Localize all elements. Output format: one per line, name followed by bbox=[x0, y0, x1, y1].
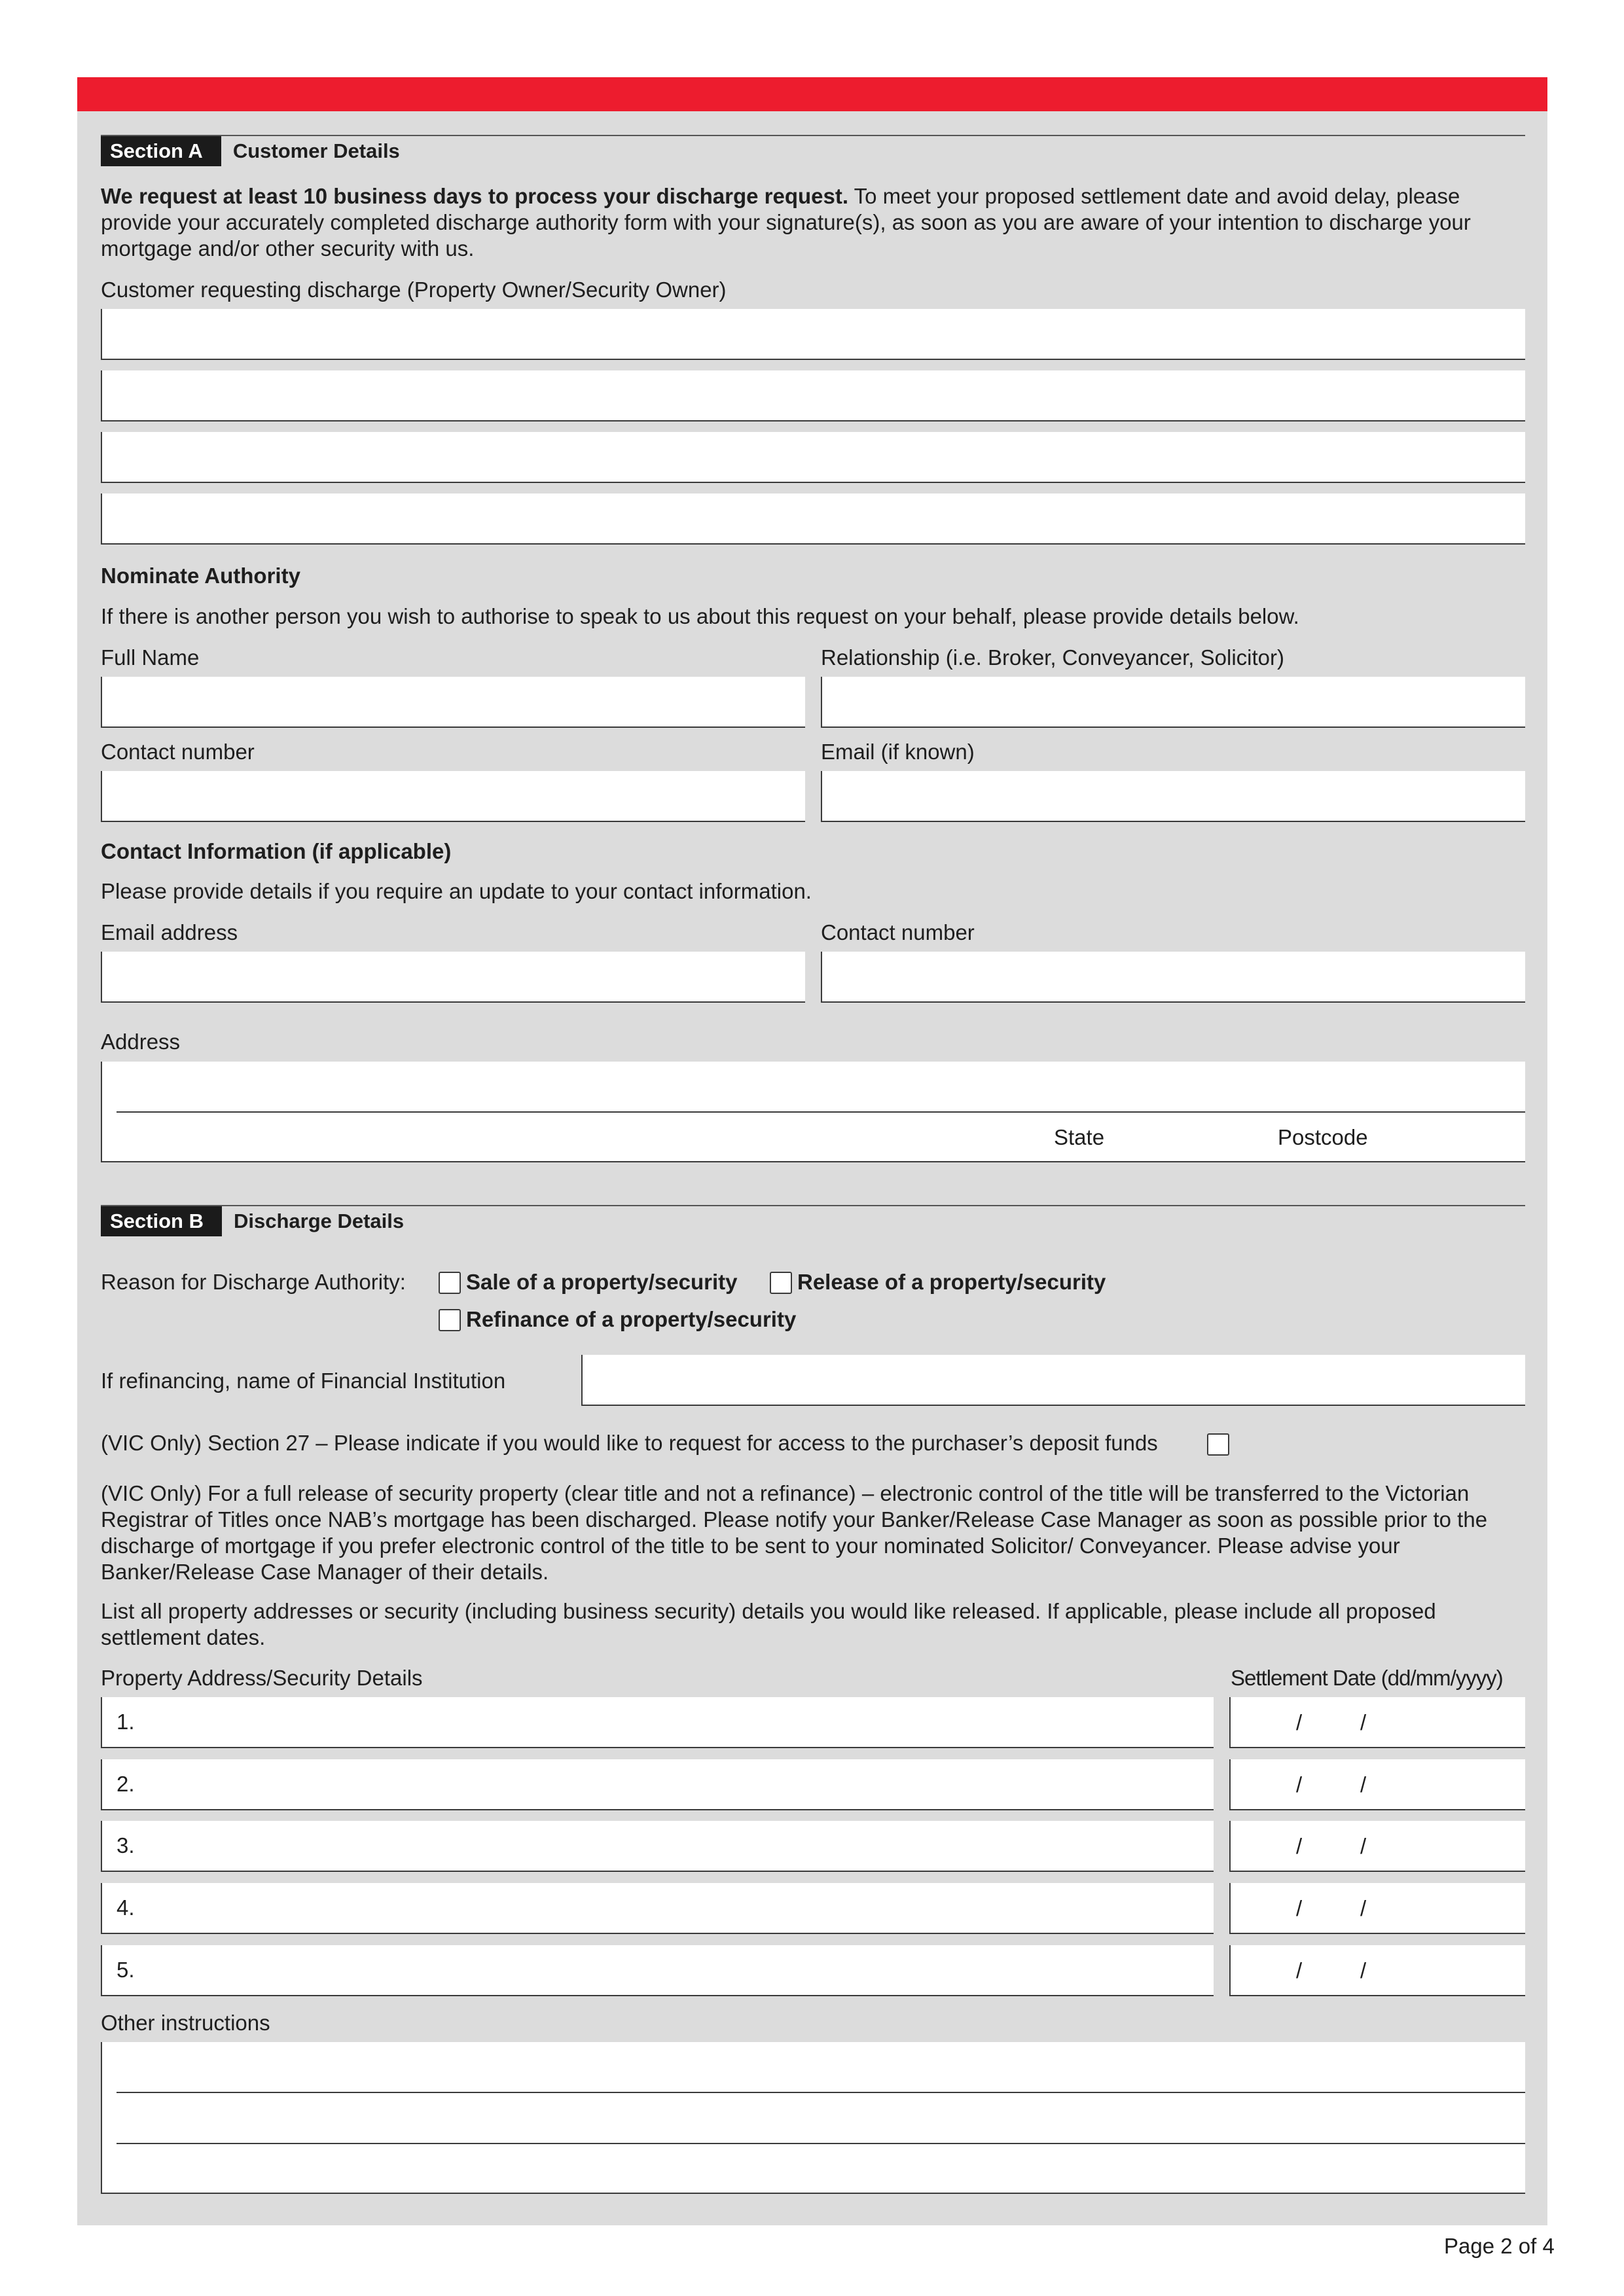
intro-bold: We request at least 10 business days to process your discharge request. bbox=[101, 184, 848, 208]
contact-number-field[interactable] bbox=[821, 952, 1525, 1003]
other-instructions-label: Other instructions bbox=[101, 2011, 270, 2035]
list-instruction-text: List all property addresses or security (including business security) details you would like released. If applicable, please include all proposed settlement dates. bbox=[101, 1599, 1436, 1649]
reason-label: Reason for Discharge Authority: bbox=[101, 1270, 406, 1294]
settlement-date-1[interactable] bbox=[1229, 1697, 1525, 1748]
row-number: 4. bbox=[117, 1895, 135, 1920]
brand-header-bar bbox=[77, 77, 1547, 111]
row-number: 1. bbox=[117, 1710, 135, 1734]
customer-field-1[interactable] bbox=[101, 309, 1525, 360]
nominee-contact-field[interactable] bbox=[101, 771, 805, 822]
section-b-title: Discharge Details bbox=[233, 1210, 405, 1232]
contact-info-description: Please provide details if you require an update to your contact information. bbox=[101, 879, 812, 903]
property-row-3[interactable] bbox=[101, 1821, 1214, 1872]
sale-checkbox[interactable] bbox=[439, 1272, 461, 1294]
date-slash: / bbox=[1360, 1772, 1367, 1797]
property-row-5[interactable] bbox=[101, 1945, 1214, 1996]
section27-checkbox[interactable] bbox=[1207, 1433, 1229, 1456]
date-slash: / bbox=[1296, 1710, 1303, 1734]
vic-section27-text: (VIC Only) Section 27 – Please indicate if you would like to request for access to the purchaser’s deposit funds bbox=[101, 1431, 1158, 1455]
sale-option-label: Sale of a property/security bbox=[466, 1270, 738, 1294]
state-label: State bbox=[1054, 1125, 1105, 1149]
settlement-date-3[interactable] bbox=[1229, 1821, 1525, 1872]
release-checkbox[interactable] bbox=[770, 1272, 792, 1294]
section-b-badge: Section B bbox=[101, 1206, 222, 1236]
nominee-email-field[interactable] bbox=[821, 771, 1525, 822]
nominee-email-label: Email (if known) bbox=[821, 740, 975, 764]
property-row-4[interactable] bbox=[101, 1883, 1214, 1934]
date-slash: / bbox=[1296, 1834, 1303, 1858]
full-name-label: Full Name bbox=[101, 645, 200, 670]
refinance-checkbox[interactable] bbox=[439, 1309, 461, 1331]
nominate-heading: Nominate Authority bbox=[101, 564, 300, 588]
customer-label: Customer requesting discharge (Property Owner/Security Owner) bbox=[101, 278, 727, 302]
customer-field-4[interactable] bbox=[101, 493, 1525, 545]
date-slash: / bbox=[1360, 1834, 1367, 1858]
other-instructions-line-2 bbox=[117, 2143, 1525, 2144]
settlement-date-5[interactable] bbox=[1229, 1945, 1525, 1996]
relationship-field[interactable] bbox=[821, 677, 1525, 728]
contact-number-label: Contact number bbox=[821, 920, 975, 944]
relationship-label: Relationship (i.e. Broker, Conveyancer, Solicitor) bbox=[821, 645, 1284, 670]
refinance-option-label: Refinance of a property/security bbox=[466, 1307, 797, 1331]
section-a-header bbox=[101, 136, 400, 166]
refinance-institution-field[interactable] bbox=[581, 1355, 1525, 1406]
nominate-description: If there is another person you wish to authorise to speak to us about this request on your behalf, please provide details below. bbox=[101, 604, 1299, 628]
date-slash: / bbox=[1360, 1710, 1367, 1734]
refinance-institution-label: If refinancing, name of Financial Institution bbox=[101, 1369, 506, 1393]
nominee-contact-label: Contact number bbox=[101, 740, 255, 764]
property-row-1[interactable] bbox=[101, 1697, 1214, 1748]
section-a-title: Customer Details bbox=[232, 139, 400, 162]
other-instructions-field[interactable] bbox=[101, 2042, 1525, 2194]
date-slash: / bbox=[1360, 1958, 1367, 1982]
date-slash: / bbox=[1360, 1896, 1367, 1920]
full-name-field[interactable] bbox=[101, 677, 805, 728]
other-instructions-line-1 bbox=[117, 2092, 1525, 2093]
email-address-field[interactable] bbox=[101, 952, 805, 1003]
row-number: 5. bbox=[117, 1958, 135, 1982]
address-label: Address bbox=[101, 1030, 181, 1054]
property-row-2[interactable] bbox=[101, 1759, 1214, 1810]
section-a-intro bbox=[101, 183, 1525, 262]
settlement-date-4[interactable] bbox=[1229, 1883, 1525, 1934]
email-address-label: Email address bbox=[101, 920, 238, 944]
date-slash: / bbox=[1296, 1896, 1303, 1920]
customer-field-2[interactable] bbox=[101, 370, 1525, 422]
date-slash: / bbox=[1296, 1958, 1303, 1982]
postcode-label: Postcode bbox=[1278, 1125, 1368, 1149]
date-slash: / bbox=[1296, 1772, 1303, 1797]
page-number: Page 2 of 4 bbox=[1444, 2234, 1555, 2258]
address-line-divider bbox=[117, 1111, 1525, 1113]
property-column-label: Property Address/Security Details bbox=[101, 1666, 423, 1690]
row-number: 3. bbox=[117, 1833, 135, 1857]
contact-info-heading: Contact Information (if applicable) bbox=[101, 839, 452, 863]
intro-rest: To meet your proposed settlement date and avoid delay, please provide your accurately completed discharge authority form with your signature(s), as soon as you are aware of your intention to discharge your mortgage and/or other security with us. bbox=[101, 184, 1471, 260]
section-b-header bbox=[101, 1206, 404, 1236]
settlement-column-label: Settlement Date (dd/mm/yyyy) bbox=[1231, 1666, 1503, 1690]
section-a-badge: Section A bbox=[101, 136, 221, 166]
customer-field-3[interactable] bbox=[101, 432, 1525, 483]
row-number: 2. bbox=[117, 1772, 135, 1796]
settlement-date-2[interactable] bbox=[1229, 1759, 1525, 1810]
vic-full-release-text: (VIC Only) For a full release of security property (clear title and not a refinance) – electronic control of the title will be transferred to the Victorian Registrar of Titles once NAB’s mortgage has been discharged. Please notify your Banker/Release Case Manager as soon as possible prior to the discharge of mortgage if you prefer electronic control of the title to be sent to your nominated Solicitor/ Conveyancer. Please advise your Banker/Release Case Manager of their details. bbox=[101, 1481, 1488, 1584]
release-option-label: Release of a property/security bbox=[797, 1270, 1106, 1294]
